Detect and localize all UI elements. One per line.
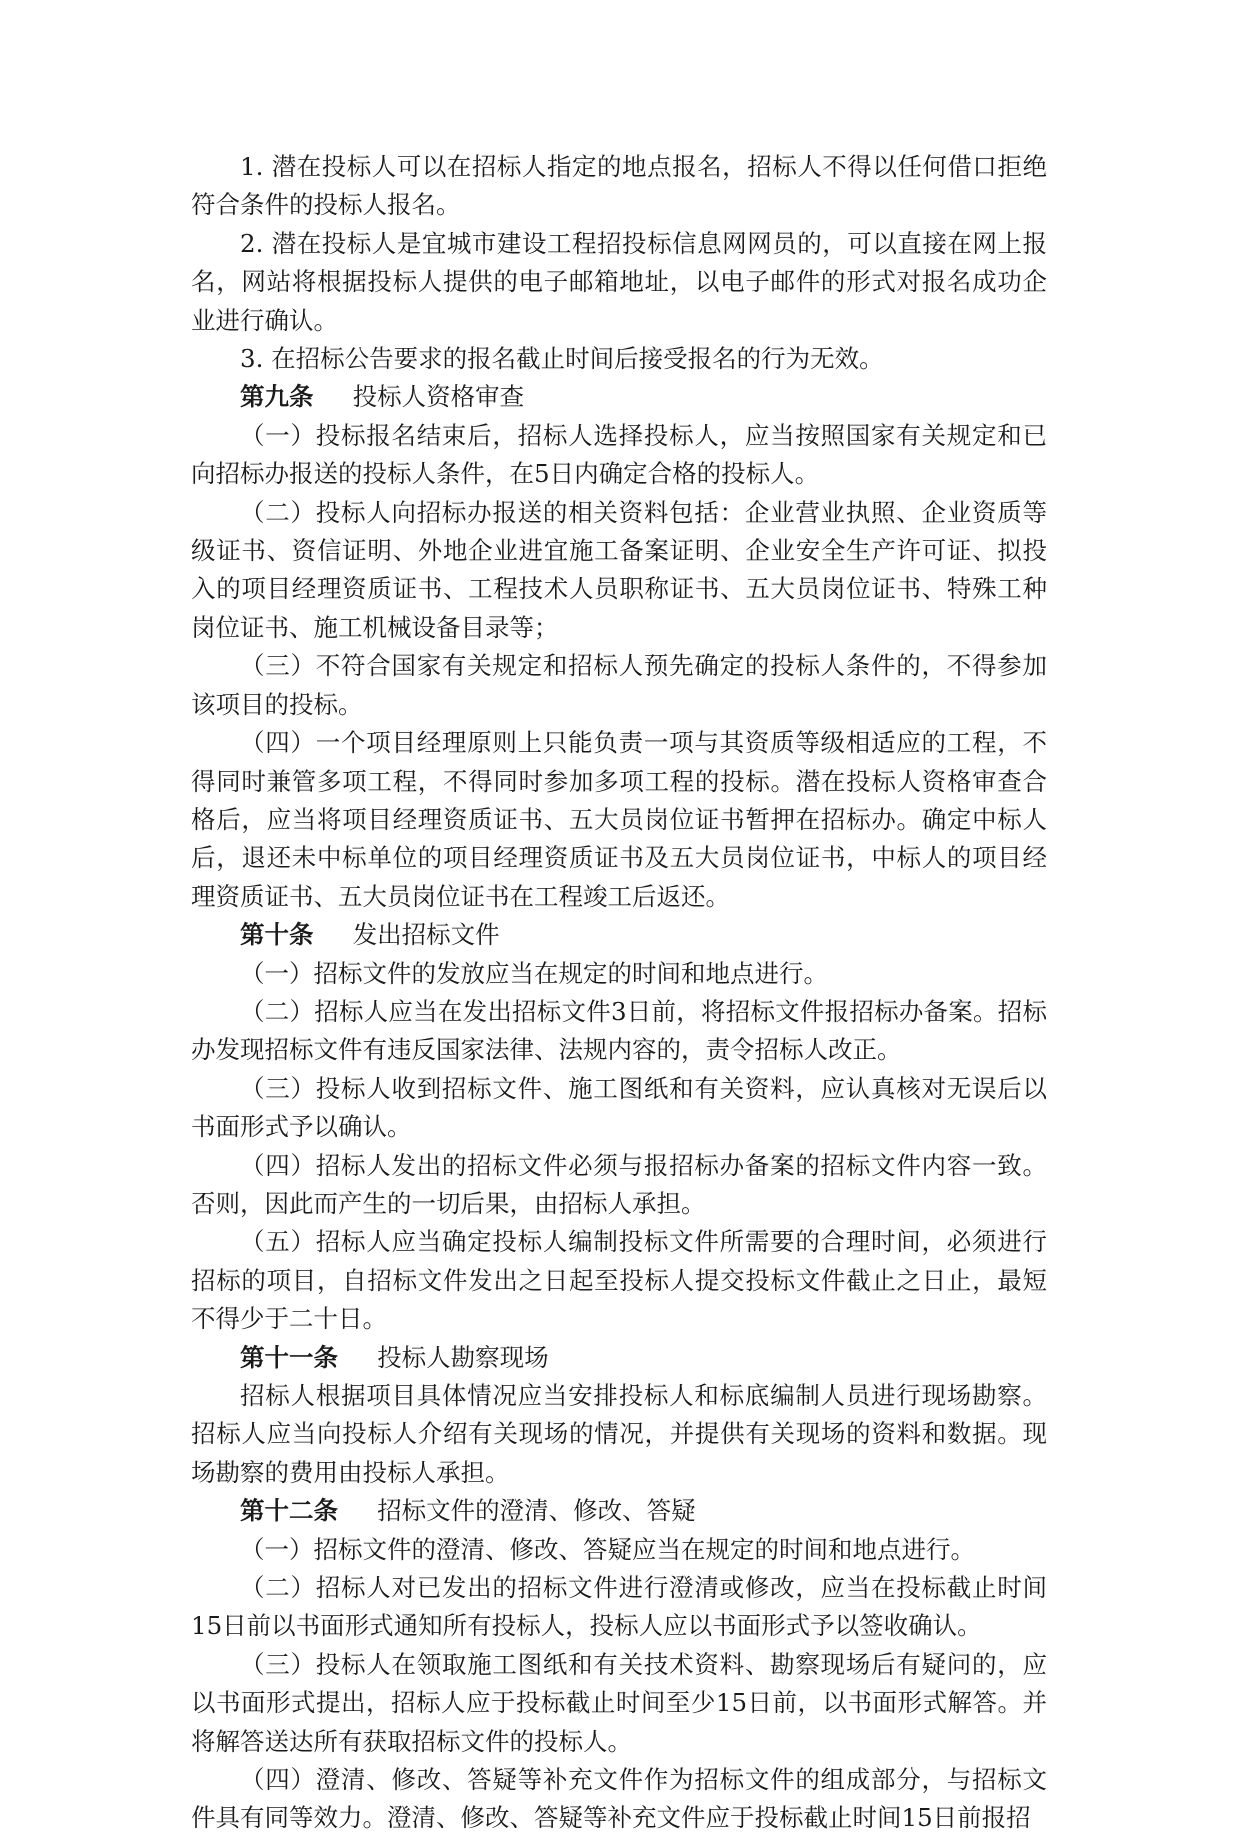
article-title: 招标文件的澄清、修改、答疑 xyxy=(377,1496,696,1526)
article-number: 第十二条 xyxy=(240,1496,338,1526)
paragraph-art10-3: （三）投标人收到招标文件、施工图纸和有关资料，应认真核对无误后以书面形式予以确认。 xyxy=(191,1073,1047,1142)
paragraph-art12-2: （二）招标人对已发出的招标文件进行澄清或修改，应当在投标截止时间15日前以书面形式通知所有投标人，投标人应以书面形式予以签收确认。 xyxy=(191,1573,1047,1641)
article-12-heading xyxy=(191,1492,1047,1530)
paragraph-art9-4: （四）一个项目经理原则上只能负责一项与其资质等级相适应的工程，不得同时兼管多项工程，不得同时参加多项工程的投标。潜在投标人资格审查合格后，应当将项目经理资质证书、五大员岗位证书暂押在招标办。确定中标人后，退还未中标单位的项目经理资质证书及五大员岗位证书，中标人的项目经理资质证书、五大员岗位证书在工程竣工后返还。 xyxy=(191,728,1047,911)
paragraph-art12-1: （一）招标文件的澄清、修改、答疑应当在规定的时间和地点进行。 xyxy=(240,1534,975,1564)
paragraph-item-3: 3. 在招标公告要求的报名截止时间后接受报名的行为无效。 xyxy=(240,344,884,374)
article-11-heading xyxy=(191,1339,1047,1377)
paragraph-art10-4: （四）招标人发出的招标文件必须与报招标办备案的招标文件内容一致。否则，因此而产生的一切后果，由招标人承担。 xyxy=(191,1150,1047,1218)
paragraph-art10-1: （一）招标文件的发放应当在规定的时间和地点进行。 xyxy=(240,958,828,988)
paragraph-art12-3: （三）投标人在领取施工图纸和有关技术资料、勘察现场后有疑问的，应以书面形式提出，招标人应于投标截止时间至少15日前，以书面形式解答。并将解答送达所有获取招标文件的投标人。 xyxy=(191,1649,1047,1756)
article-title: 投标人资格审查 xyxy=(352,382,525,412)
paragraph-item-1: 1. 潜在投标人可以在招标人指定的地点报名，招标人不得以任何借口拒绝符合条件的投标人报名。 xyxy=(191,152,1047,220)
document-page xyxy=(191,148,1047,1838)
paragraph-art9-3: （三）不符合国家有关规定和招标人预先确定的投标人条件的，不得参加该项目的投标。 xyxy=(191,651,1047,719)
paragraph-art9-2: （二）投标人向招标办报送的相关资料包括：企业营业执照、企业资质等级证书、资信证明、外地企业进宜施工备案证明、企业安全生产许可证、拟投入的项目经理资质证书、工程技术人员职称证书、五大员岗位证书、特殊工种岗位证书、施工机械设备目录等； xyxy=(191,497,1047,642)
paragraph-art10-5: （五）招标人应当确定投标人编制投标文件所需要的合理时间，必须进行招标的项目，自招标文件发出之日起至投标人提交投标文件截止之日止，最短不得少于二十日。 xyxy=(191,1227,1047,1334)
article-9-heading xyxy=(191,378,1047,416)
paragraph-item-2: 2. 潜在投标人是宜城市建设工程招投标信息网网员的，可以直接在网上报名，网站将根据投标人提供的电子邮箱地址，以电子邮件的形式对报名成功企业进行确认。 xyxy=(191,228,1047,335)
paragraph-art9-1: （一）投标报名结束后，招标人选择投标人，应当按照国家有关规定和已向招标办报送的投标人条件，在5日内确定合格的投标人。 xyxy=(191,420,1047,489)
paragraph-art12-4: （四）澄清、修改、答疑等补充文件作为招标文件的组成部分，与招标文件具有同等效力。澄清、修改、答疑等补充文件应于投标截止时间15日前报招 xyxy=(191,1765,1047,1833)
article-10-heading xyxy=(191,916,1047,954)
article-number: 第十一条 xyxy=(240,1342,338,1372)
paragraph-art10-2: （二）招标人应当在发出招标文件3日前，将招标文件报招标办备案。招标办发现招标文件有违反国家法律、法规内容的，责令招标人改正。 xyxy=(191,996,1047,1065)
article-number: 第十条 xyxy=(240,920,314,950)
article-number: 第九条 xyxy=(240,382,314,412)
article-title: 发出招标文件 xyxy=(352,920,500,950)
article-title: 投标人勘察现场 xyxy=(377,1342,549,1372)
paragraph-art11-1: 招标人根据项目具体情况应当安排投标人和标底编制人员进行现场勘察。招标人应当向投标人介绍有关现场的情况，并提供有关现场的资料和数据。现场勘察的费用由投标人承担。 xyxy=(191,1381,1047,1487)
